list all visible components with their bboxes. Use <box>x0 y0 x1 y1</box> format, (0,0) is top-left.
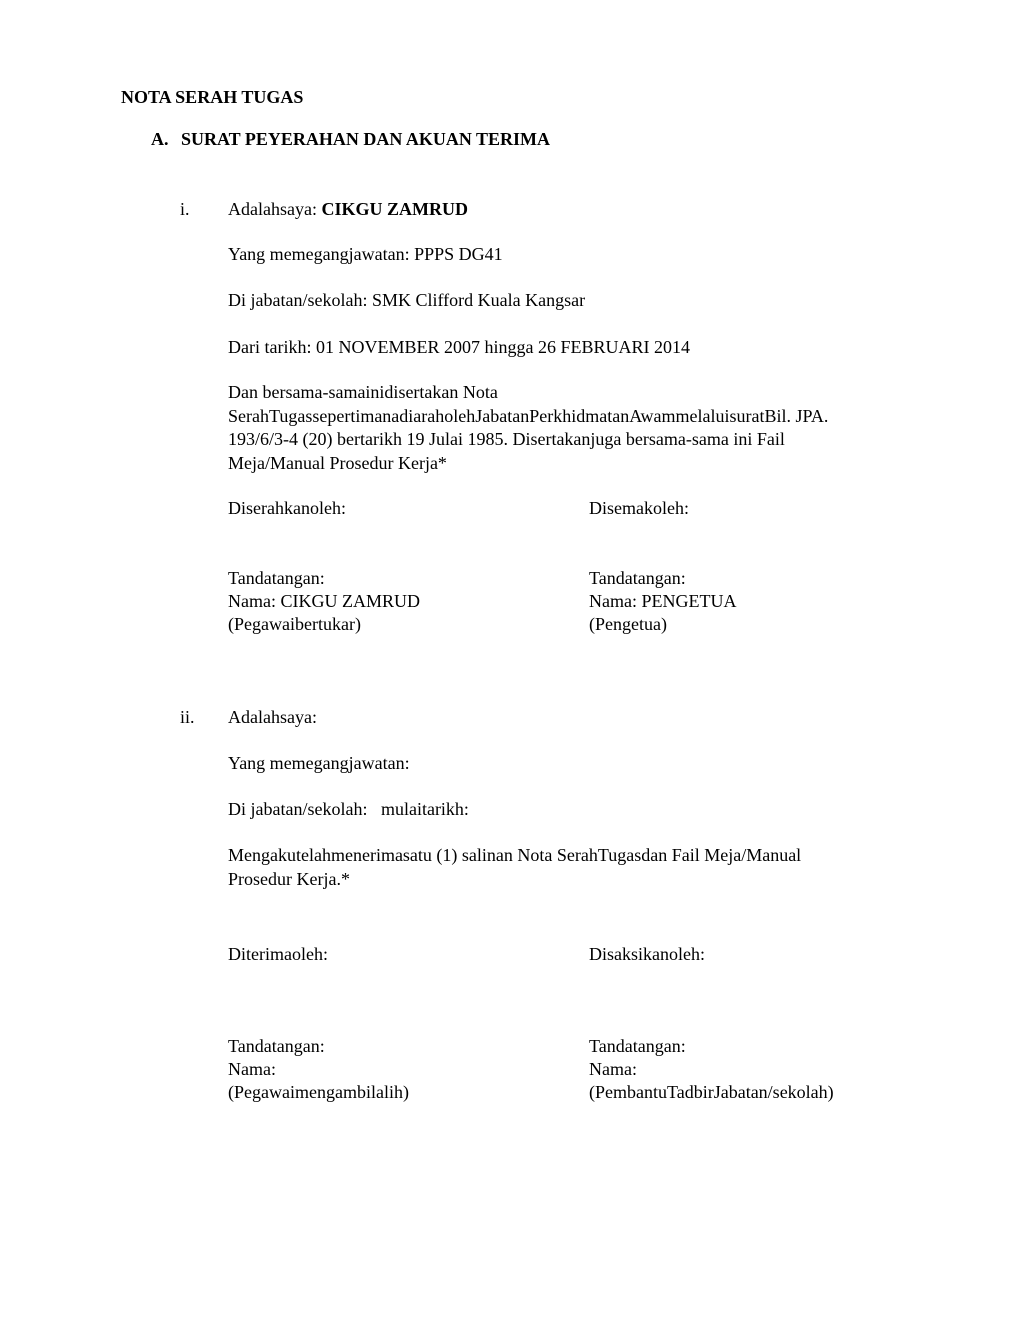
part-i-paragraph-line: Dan bersama-samainidisertakan Nota <box>228 382 498 402</box>
part-i-left-tandatangan: Tandatangan: <box>228 568 325 588</box>
part-ii-jawatan: Yang memegangjawatan: <box>228 753 410 773</box>
part-ii-adalah: Adalahsaya: <box>228 707 317 727</box>
part-ii-paragraph-line: Prosedur Kerja.* <box>228 868 350 889</box>
part-i-paragraph-line: 193/6/3-4 (20) bertarikh 19 Julai 1985. Disertakanjuga bersama-sama ini Fail <box>228 429 785 449</box>
part-i-adalah <box>228 198 468 221</box>
part-i-paragraph-line: SerahTugassepertimanadiaraholehJabatanPerkhidmatanAwammelaluisuratBil. JPA. <box>228 405 829 426</box>
part-ii-jabatan: Di jabatan/sekolah: mulaitarikh: <box>228 799 469 819</box>
part-i-paragraph-line: Meja/Manual Prosedur Kerja* <box>228 452 447 473</box>
part-i-adalah-label: Adalahsaya: <box>228 199 317 219</box>
part-ii-right-nama: Nama: <box>589 1059 637 1079</box>
section-a-title: SURAT PEYERAHAN DAN AKUAN TERIMA <box>181 129 551 149</box>
part-i-paragraph <box>228 381 928 475</box>
part-i-tarikh: Dari tarikh: 01 NOVEMBER 2007 hingga 26 FEBRUARI 2014 <box>228 337 690 357</box>
part-i-left-nama: Nama: CIKGU ZAMRUD <box>228 591 420 611</box>
part-i-numeral: i. <box>180 199 190 219</box>
part-ii-left-role: (Pegawaimengambilalih) <box>228 1082 409 1102</box>
part-ii-right-sig-label: Disaksikanoleh: <box>589 944 705 964</box>
part-i-jawatan: Yang memegangjawatan: PPPS DG41 <box>228 244 503 264</box>
part-i-left-sig-label: Diserahkanoleh: <box>228 498 346 518</box>
part-i-right-nama: Nama: PENGETUA <box>589 591 737 611</box>
part-ii-left-nama: Nama: <box>228 1059 276 1079</box>
part-ii-right-role: (PembantuTadbirJabatan/sekolah) <box>589 1082 834 1102</box>
part-i-right-tandatangan: Tandatangan: <box>589 568 686 588</box>
document-title: NOTA SERAH TUGAS <box>121 87 304 107</box>
part-ii-paragraph <box>228 844 928 891</box>
part-ii-left-tandatangan: Tandatangan: <box>228 1036 325 1056</box>
part-ii-left-sig-label: Diterimaoleh: <box>228 944 328 964</box>
part-i-adalah-value: CIKGU ZAMRUD <box>321 199 468 219</box>
section-a-marker: A. <box>151 129 169 149</box>
part-ii-right-tandatangan: Tandatangan: <box>589 1036 686 1056</box>
part-i-right-role: (Pengetua) <box>589 614 667 634</box>
part-ii-numeral: ii. <box>180 707 195 727</box>
part-i-right-sig-label: Disemakoleh: <box>589 498 689 518</box>
part-ii-paragraph-line: Mengakutelahmenerimasatu (1) salinan Nota SerahTugasdan Fail Meja/Manual <box>228 845 802 865</box>
part-i-left-role: (Pegawaibertukar) <box>228 614 361 634</box>
part-i-jabatan: Di jabatan/sekolah: SMK Clifford Kuala Kangsar <box>228 290 586 310</box>
